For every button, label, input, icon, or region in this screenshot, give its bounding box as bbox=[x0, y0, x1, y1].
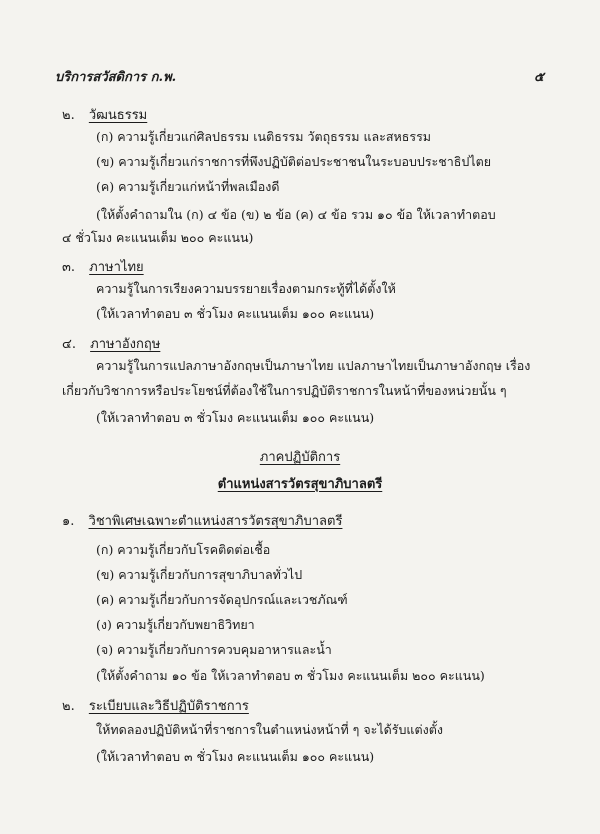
list-item: (ง) ความรู้เกี่ยวกับพยาธิวิทยา bbox=[96, 617, 255, 632]
exam-note: (ให้เวลาทำตอบ ๓ ชั่วโมง คะแนนเต็ม ๑๐๐ คะแนน) bbox=[96, 306, 375, 321]
section-title: วัฒนธรรม bbox=[88, 108, 148, 123]
position-title: ตำแหน่งสารวัตรสุขาภิบาลตรี bbox=[217, 477, 383, 492]
practice-section-2-heading bbox=[62, 695, 249, 716]
section-text: ความรู้ในการเรียงความบรรยายเรื่องตามกระทู้ที่ได้ตั้งให้ bbox=[96, 281, 396, 296]
section-text-continued: เกี่ยวกับวิชาการหรือประโยชน์ที่ต้องใช้ในการปฏิบัติราชการในหน้าที่ของหน่วยนั้น ๆ bbox=[62, 383, 507, 398]
exam-note: (ให้เวลาทำตอบ ๓ ชั่วโมง คะแนนเต็ม ๑๐๐ คะแนน) bbox=[96, 749, 375, 764]
section-title: ภาษาอังกฤษ bbox=[90, 337, 161, 352]
list-item: (ค) ความรู้เกี่ยวแก่หน้าที่พลเมืองดี bbox=[96, 179, 280, 194]
page-number: ๕ bbox=[534, 70, 544, 85]
section-number: ๑. bbox=[62, 514, 75, 529]
running-header: บริการสวัสดิการ ก.พ. bbox=[55, 70, 177, 85]
section-title: วิชาพิเศษเฉพาะตำแหน่งสารวัตรสุขาภิบาลตรี bbox=[88, 514, 343, 529]
list-item: (ข) ความรู้เกี่ยวแก่ราชการที่พึงปฏิบัติต่อประชาชนในระบอบประชาธิปไตย bbox=[96, 154, 492, 169]
section-number: ๒. bbox=[62, 108, 75, 123]
section-3-heading bbox=[62, 256, 144, 277]
list-item: (ข) ความรู้เกี่ยวกับการสุขาภิบาลทั่วไป bbox=[96, 567, 303, 582]
exam-note: (ให้ตั้งคำถามใน (ก) ๔ ข้อ (ข) ๒ ข้อ (ค) ๔ ข้อ รวม ๑๐ ข้อ ให้เวลาทำตอบ bbox=[96, 207, 496, 222]
section-2-heading bbox=[62, 104, 147, 125]
section-number: ๓. bbox=[62, 260, 76, 275]
section-number: ๔. bbox=[62, 337, 76, 352]
exam-note: (ให้เวลาทำตอบ ๓ ชั่วโมง คะแนนเต็ม ๑๐๐ คะแนน) bbox=[96, 410, 375, 425]
section-text: ให้ทดลองปฏิบัติหน้าที่ราชการในตำแหน่งหน้าที่ ๆ จะได้รับแต่งตั้ง bbox=[96, 722, 443, 737]
list-item: (ก) ความรู้เกี่ยวกับโรคติดต่อเชื้อ bbox=[96, 542, 271, 557]
section-title: ระเบียบและวิธีปฏิบัติราชการ bbox=[88, 699, 249, 714]
list-item: (จ) ความรู้เกี่ยวกับการควบคุมอาหารและน้ำ bbox=[96, 642, 332, 657]
part-title: ภาคปฏิบัติการ bbox=[259, 450, 341, 465]
section-4-heading bbox=[62, 333, 160, 354]
section-text: ความรู้ในการแปลภาษาอังกฤษเป็นภาษาไทย แปลภาษาไทยเป็นภาษาอังกฤษ เรื่อง bbox=[96, 358, 531, 373]
section-number: ๒. bbox=[62, 699, 75, 714]
list-item: (ค) ความรู้เกี่ยวกับการจัดอุปกรณ์และเวชภัณฑ์ bbox=[96, 592, 348, 607]
section-title: ภาษาไทย bbox=[89, 260, 144, 275]
exam-note-continued: ๔ ชั่วโมง คะแนนเต็ม ๒๐๐ คะแนน) bbox=[62, 230, 254, 245]
list-item: (ก) ความรู้เกี่ยวแก่ศิลปธรรม เนติธรรม วัตถุธรรม และสหธรรม bbox=[96, 129, 432, 144]
exam-note: (ให้ตั้งคำถาม ๑๐ ข้อ ให้เวลาทำตอบ ๓ ชั่วโมง คะแนนเต็ม ๒๐๐ คะแนน) bbox=[96, 668, 485, 683]
practice-section-1-heading bbox=[62, 510, 342, 531]
